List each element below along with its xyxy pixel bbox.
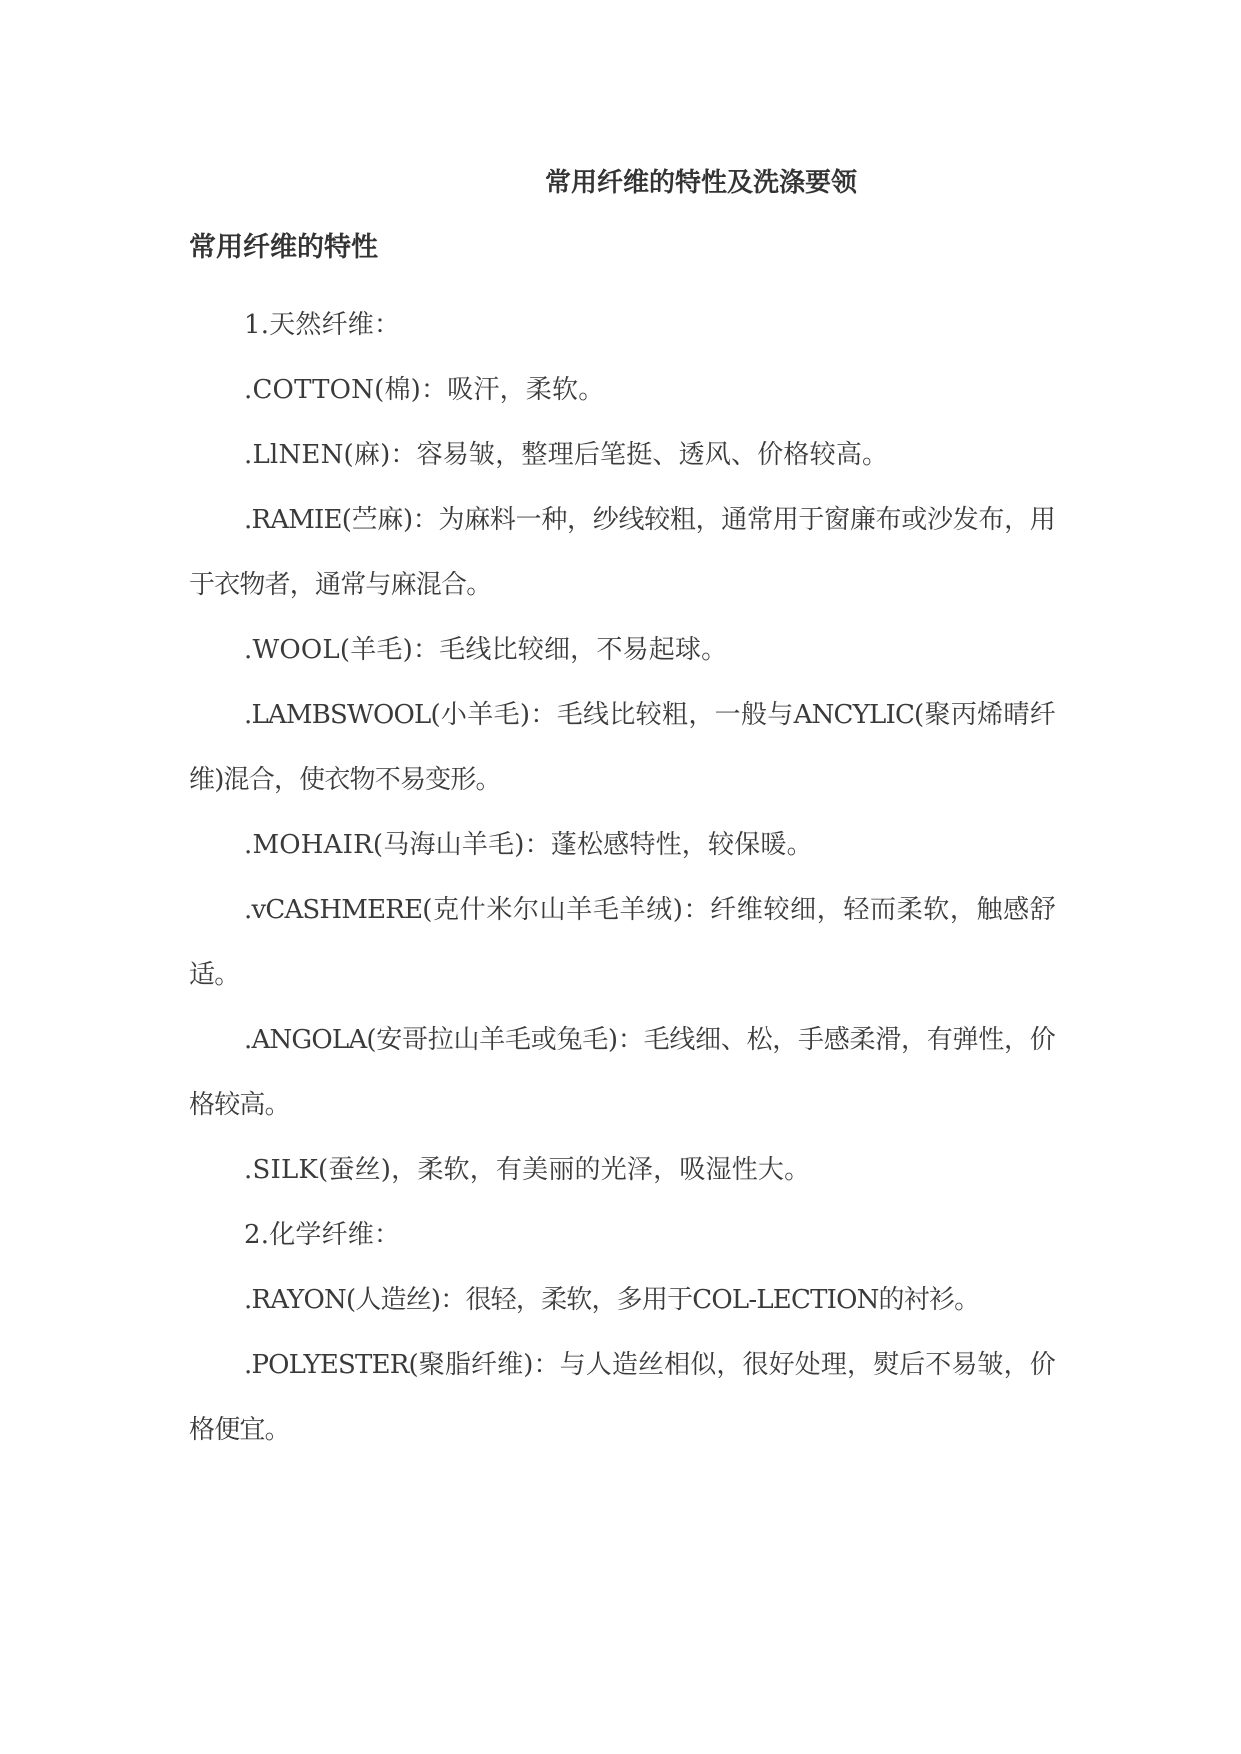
paragraph-lambswool: .LAMBSWOOL(小羊毛)：毛线比较粗，一般与ANCYLIC(聚丙烯晴纤维)混合，使衣物不易变形。 [189,700,1055,795]
paragraph-chemical-fibers-heading: 2.化学纤维： [244,1220,401,1250]
document-title: 常用纤维的特性及洗涤要领 [545,168,858,198]
paragraph-ramie: .RAMIE(苎麻)：为麻料一种，纱线较粗，通常用于窗廉布或沙发布，用于衣物者，通常与麻混合。 [189,505,1055,600]
paragraph-mohair: .MOHAIR(马海山羊毛)：蓬松感特性，较保暖。 [244,830,813,860]
paragraph-rayon: .RAYON(人造丝)：很轻，柔软，多用于COL-LECTION的衬衫。 [244,1285,980,1315]
document-body [189,293,1055,1463]
paragraph-wool: .WOOL(羊毛)：毛线比较细，不易起球。 [244,635,728,665]
paragraph-angola: .ANGOLA(安哥拉山羊毛或兔毛)：毛线细、松，手感柔滑，有弹性，价格较高。 [189,1025,1055,1120]
paragraph-natural-fibers-heading: 1.天然纤维： [244,310,401,340]
paragraph-silk: .SILK(蚕丝)，柔软，有美丽的光泽，吸湿性大。 [244,1155,811,1185]
paragraph-cashmere: .vCASHMERE(克什米尔山羊毛羊绒)：纤维较细，轻而柔软，触感舒适。 [189,895,1055,990]
section-heading: 常用纤维的特性 [189,232,378,263]
paragraph-linen: .LlNEN(麻)：容易皱，整理后笔挺、透风、价格较高。 [244,440,889,470]
paragraph-cotton: .COTTON(棉)：吸汗，柔软。 [244,375,605,405]
paragraph-polyester: .POLYESTER(聚脂纤维)：与人造丝相似，很好处理，熨后不易皱，价格便宜。 [189,1350,1055,1445]
